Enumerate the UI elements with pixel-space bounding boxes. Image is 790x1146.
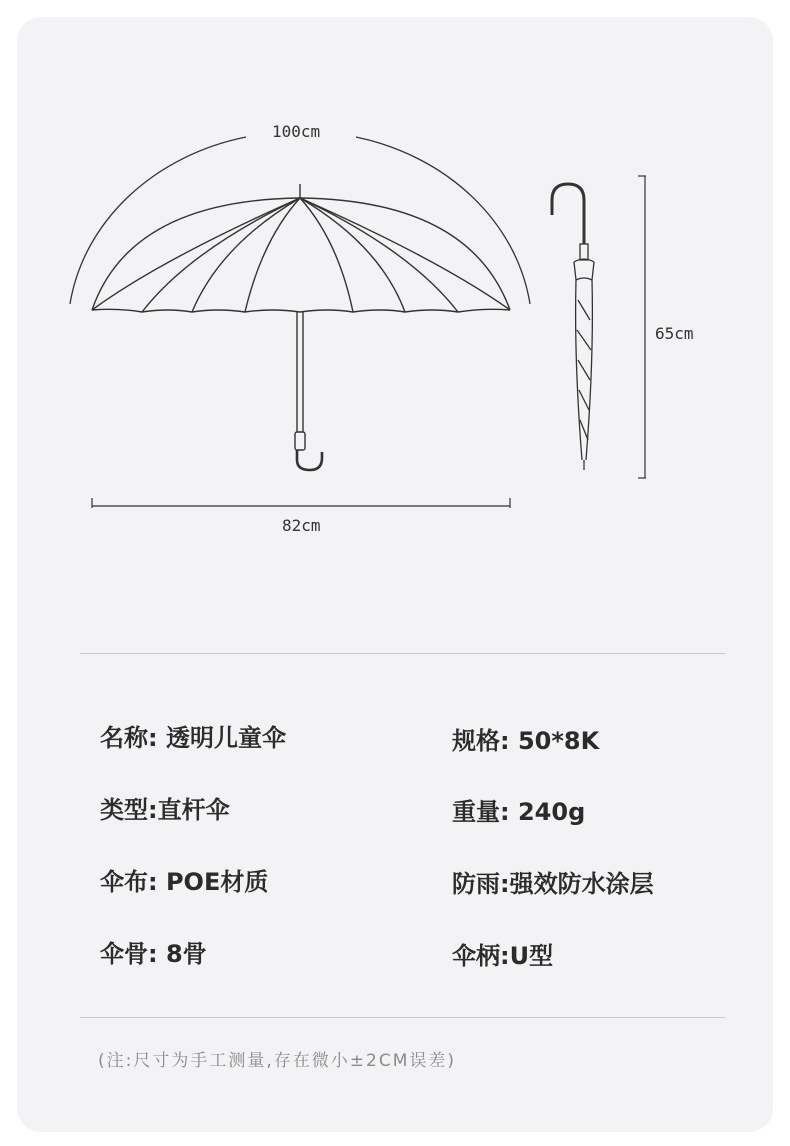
closed-umbrella — [552, 184, 594, 470]
spec-size: 规格: 50*8K — [452, 727, 600, 755]
spec-type: 类型:直杆伞 — [100, 796, 230, 824]
width-dimension — [92, 498, 510, 508]
span-arc-right — [356, 137, 530, 304]
length-label: 65cm — [655, 324, 694, 343]
length-dimension — [638, 176, 646, 478]
bottom-divider — [80, 1017, 725, 1018]
spec-weight: 重量: 240g — [452, 798, 586, 826]
span-label: 100cm — [272, 122, 321, 141]
spec-name: 名称: 透明儿童伞 — [100, 724, 286, 752]
spec-ribs: 伞骨: 8骨 — [100, 940, 207, 968]
measurement-note: (注:尺寸为手工测量,存在微小±2CM误差) — [98, 1051, 456, 1071]
span-arc — [70, 137, 246, 304]
spec-handle: 伞柄:U型 — [452, 942, 554, 970]
width-label: 82cm — [282, 516, 321, 535]
top-divider — [80, 653, 725, 654]
spec-waterproof: 防雨:强效防水涂层 — [452, 870, 654, 898]
spec-fabric: 伞布: POE材质 — [100, 868, 269, 896]
open-umbrella — [92, 184, 510, 470]
